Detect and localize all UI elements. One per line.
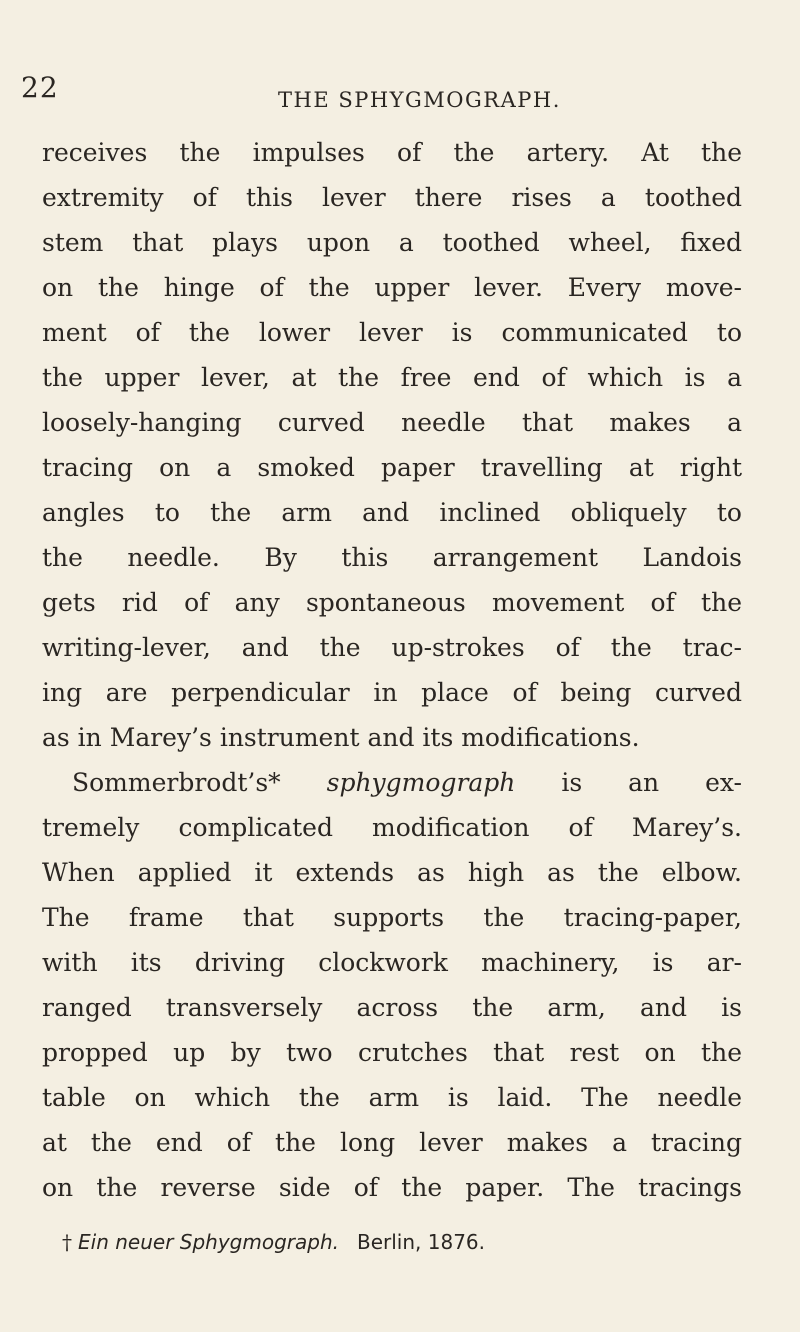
text-line: ing are perpendicular in place of being curved [42,678,742,707]
text-line: the upper lever, at the free end of which is a [42,363,742,392]
text-line: receives the impulses of the artery. At the [42,138,742,167]
running-head: THE SPHYGMOGRAPH. [278,88,561,112]
footnote-title: Ein neuer Sphygmograph. [78,1230,339,1254]
text-line: table on which the arm is laid. The needle [42,1083,742,1112]
text-line: with its driving clockwork machinery, is ar- [42,948,742,977]
text-line: as in Marey’s instrument and its modifications. [42,723,640,752]
text-fragment: is an ex- [561,768,742,797]
text-line: the needle. By this arrangement Landois [42,543,742,572]
footnote [62,1232,762,1252]
text-line: at the end of the long lever makes a tracing [42,1128,742,1157]
italic-term: sphygmograph [326,768,516,797]
text-line: tremely complicated modification of Marey’s. [42,813,742,842]
text-line: ranged transversely across the arm, and is [42,993,742,1022]
page-number: 22 [21,71,59,104]
text-line: writing-lever, and the up-strokes of the trac- [42,633,742,662]
text-line: angles to the arm and inclined obliquely to [42,498,742,527]
paragraph-start-line [42,760,742,805]
body-text [42,130,742,1210]
text-line: stem that plays upon a toothed wheel, fixed [42,228,742,257]
text-line: The frame that supports the tracing-paper, [42,903,742,932]
text-line: When applied it extends as high as the elbow. [42,858,742,887]
text-fragment: Sommerbrodt’s* [72,768,281,797]
text-line: ment of the lower lever is communicated to [42,318,742,347]
text-line: on the reverse side of the paper. The tracings [42,1173,742,1202]
text-line: gets rid of any spontaneous movement of the [42,588,742,617]
text-line: loosely-hanging curved needle that makes a [42,408,742,437]
text-line: on the hinge of the upper lever. Every move- [42,273,742,302]
text-line: extremity of this lever there rises a toothed [42,183,742,212]
footnote-place-year: Berlin, 1876. [357,1230,486,1254]
footnote-mark: † [62,1230,72,1254]
text-line: propped up by two crutches that rest on the [42,1038,742,1067]
text-line: tracing on a smoked paper travelling at right [42,453,742,482]
